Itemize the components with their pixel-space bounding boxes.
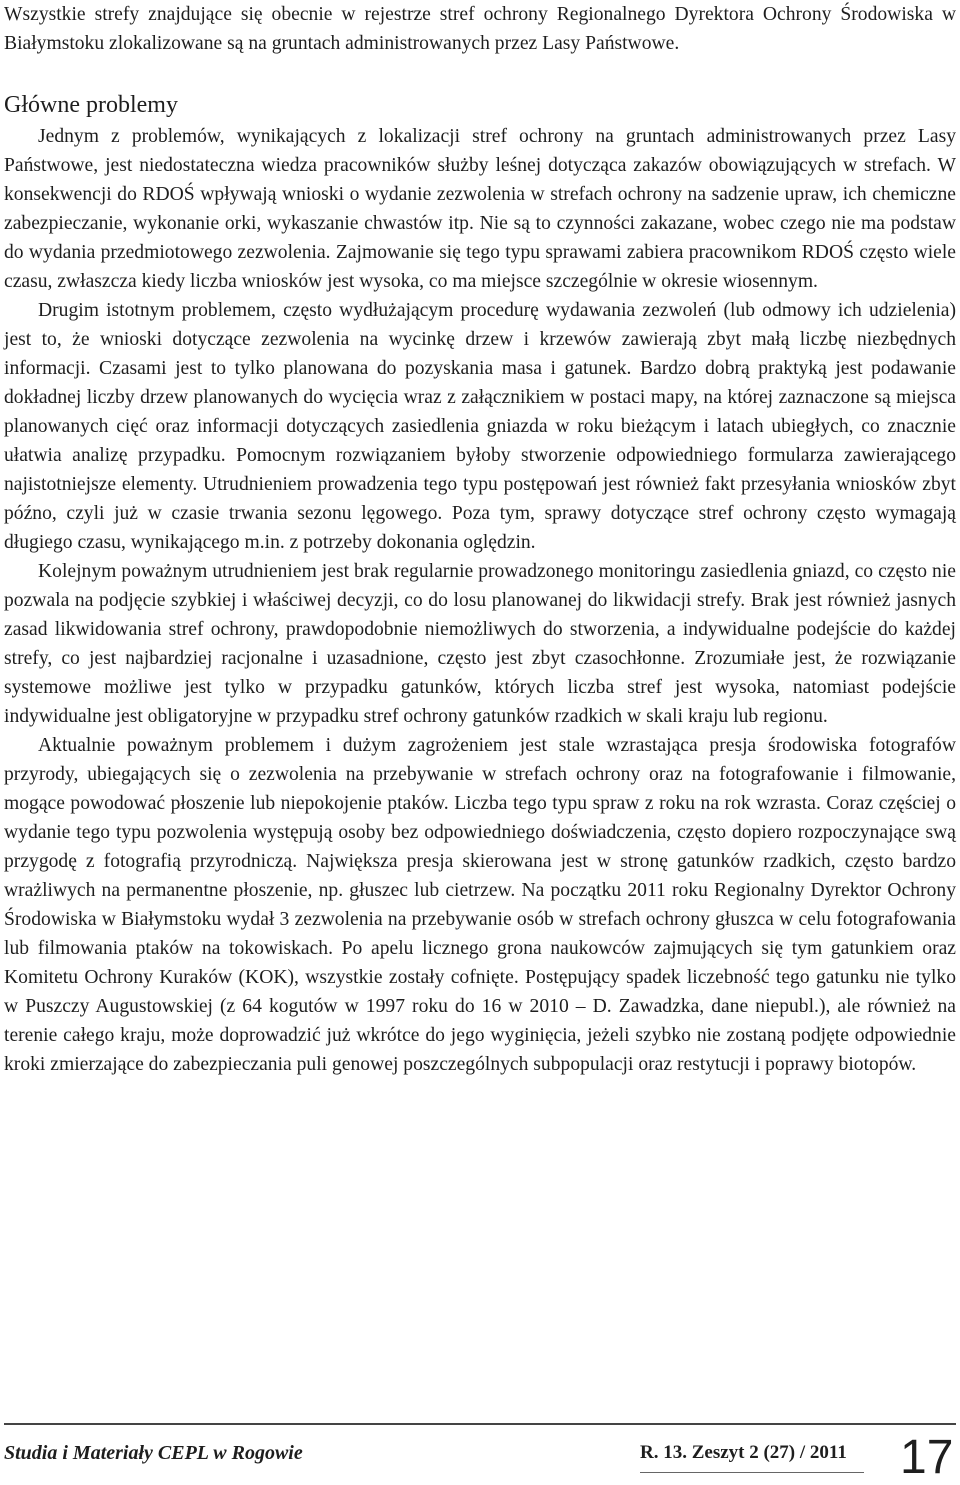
page-number: 17	[900, 1431, 954, 1484]
footer-journal-title: Studia i Materiały CEPL w Rogowie	[4, 1442, 303, 1464]
footer-issue: R. 13. Zeszyt 2 (27) / 2011	[640, 1442, 847, 1463]
paragraph-3: Kolejnym poważnym utrudnieniem jest brak regularnie prowadzonego monitoringu zasiedlenia gniazd, co często nie pozwala na podjęcie szybkiej i właściwej decyzji, co do losu planowanej do likwidacji strefy. Brak jest również jasnych zasad likwidowania stref ochrony, prawdopodobnie niemożliwych do stworzenia, a indywidualne podejście do każdej strefy, co jest najbardziej racjonalne i uzasadnione, często jest zbyt czasochłonne. Zrozumiałe jest, że rozwiązanie systemowe możliwe jest tylko w przypadku gatunków, których liczba stref jest wysoka, natomiast podejście indywidualne jest obligatoryjne w przypadku stref ochrony gatunków rzadkich w skali kraju lub regionu.	[4, 561, 956, 727]
section-heading: Główne problemy	[4, 92, 178, 118]
intro-paragraph: Wszystkie strefy znajdujące się obecnie w rejestrze stref ochrony Regionalnego Dyrektora Ochrony Środowiska w Białymstoku zlokalizowane są na gruntach administrowanych przez Lasy Państwowe.	[4, 4, 956, 54]
page-body	[4, 0, 956, 1079]
paragraph-2: Drugim istotnym problemem, często wydłużającym procedurę wydawania zezwoleń (lub odmowy ich udzielenia) jest to, że wnioski dotyczące zezwolenia na wycinkę drzew i krzewów zawierają zbyt małą liczbę niezbędnych informacji. Czasami jest to tylko planowana do pozyskania masa i gatunek. Bardzo dobrą praktyką jest podawanie dokładnej liczby drzew planowanych do wycięcia wraz z załącznikiem w postaci mapy, na której zaznaczone są miejsca planowanych cięć oraz informacji dotyczących zasiedlenia gniazda w roku bieżącym i latach ubiegłych, co znacznie ułatwia analizę przypadku. Pomocnym rozwiązaniem byłoby stworzenie odpowiedniego formularza zawierającego najistotniejsze elementy. Utrudnieniem prowadzenia tego typu postępowań jest również fakt przesyłania wniosków zbyt późno, czyli już w czasie trwania sezonu lęgowego. Poza tym, sprawy dotyczące stref ochrony często wymagają długiego czasu, wynikającego m.in. z potrzeby dokonania oględzin.	[4, 300, 956, 553]
paragraph-4: Aktualnie poważnym problemem i dużym zagrożeniem jest stale wzrastająca presja środowiska fotografów przyrody, ubiegających się o zezwolenia na przebywanie w strefach ochrony oraz na fotografowanie i filmowanie, mogące powodować płoszenie lub niepokojenie ptaków. Liczba tego typu spraw z roku na rok wzrasta. Coraz częściej o wydanie tego typu pozwolenia występują osoby bez odpowiedniego doświadczenia, często dopiero rozpoczynające swą przygodę z fotografią przyrodniczą. Największa presja skierowana jest w stronę gatunków rzadkich, często bardzo wrażliwych na permanentne płoszenie, np. głuszec lub cietrzew. Na początku 2011 roku Regionalny Dyrektor Ochrony Środowiska w Białymstoku wydał 3 zezwolenia na przebywanie osób w strefach ochrony głuszca w celu fotografowania lub filmowania ptaków na tokowiskach. Po apelu licznego grona naukowców zajmujących się tym gatunkiem oraz Komitetu Ochrony Kuraków (KOK), wszystkie zostały cofnięte. Postępujący spadek liczebność tego gatunku nie tylko w Puszczy Augustowskiej (z 64 kogutów w 1997 roku do 16 w 2010 – D. Zawadzka, dane niepubl.), ale również na terenie całego kraju, może doprowadzić już wkrótce do jego wyginięcia, jeżeli szybko nie zostaną podjęte odpowiednie kroki zmierzające do zabezpieczania puli genowej poszczególnych subpopulacji oraz restytucji i poprawy biotopów.	[4, 735, 956, 1075]
paragraph-1: Jednym z problemów, wynikających z lokalizacji stref ochrony na gruntach administrowanych przez Lasy Państwowe, jest niedostateczna wiedza pracowników służby leśnej dotycząca zakazów obowiązujących w strefach. W konsekwencji do RDOŚ wpływają wnioski o wydanie zezwolenia w strefach ochrony na sadzenie upraw, ich chemiczne zabezpieczanie, wykonanie orki, wykaszanie chwastów itp. Nie są to czynności zakazane, wobec czego nie ma podstaw do wydania przedmiotowego zezwolenia. Zajmowanie się tego typu sprawami zabiera pracownikom RDOŚ często wiele czasu, zwłaszcza kiedy liczba wniosków jest wysoka, co ma miejsce szczególnie w okresie wiosennym.	[4, 126, 956, 292]
footer-issue-underline	[640, 1472, 864, 1473]
footer-divider	[4, 1423, 956, 1425]
